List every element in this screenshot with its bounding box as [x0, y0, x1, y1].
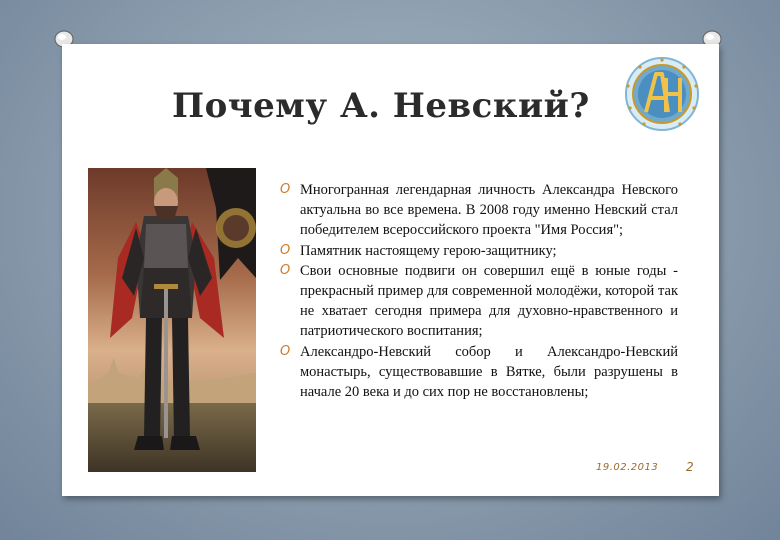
- bullet-text: Памятник настоящему герою-защитнику;: [300, 242, 557, 259]
- bullet-marker: O: [280, 242, 291, 258]
- slide: [62, 44, 719, 496]
- an-monogram-logo: [624, 56, 700, 132]
- bullet-text: Многогранная легендарная личность Александра Невского актуальна во все времена. В 2008 году именно Невский стал победителем всероссийского проекта "Имя Россия";: [300, 182, 678, 239]
- list-item: [280, 180, 678, 241]
- bullet-marker: O: [280, 343, 291, 359]
- bullet-text: Свои основные подвиги он совершил ещё в юные годы - прекрасный пример для современной молодёжи, которой так не хватает сегодня примера для духовно-нравственного и патриотического воспитания;: [300, 262, 678, 340]
- list-item: [280, 342, 678, 403]
- bullet-text: Александро-Невский собор и Александро-Невский монастырь, существовавшие в Вятке, были разрушены в начале 20 века и до сих пор не восстановлены;: [300, 343, 678, 401]
- list-item: [280, 261, 678, 342]
- list-item: [280, 241, 678, 261]
- bullet-marker: O: [280, 262, 291, 278]
- bullet-list: [280, 180, 678, 402]
- slide-number: 2: [686, 460, 694, 474]
- slide-title: Почему А. Невский?: [172, 86, 590, 126]
- alexander-nevsky-painting: [88, 168, 256, 472]
- slide-date: 19.02.2013: [596, 462, 659, 473]
- bullet-marker: O: [280, 182, 291, 197]
